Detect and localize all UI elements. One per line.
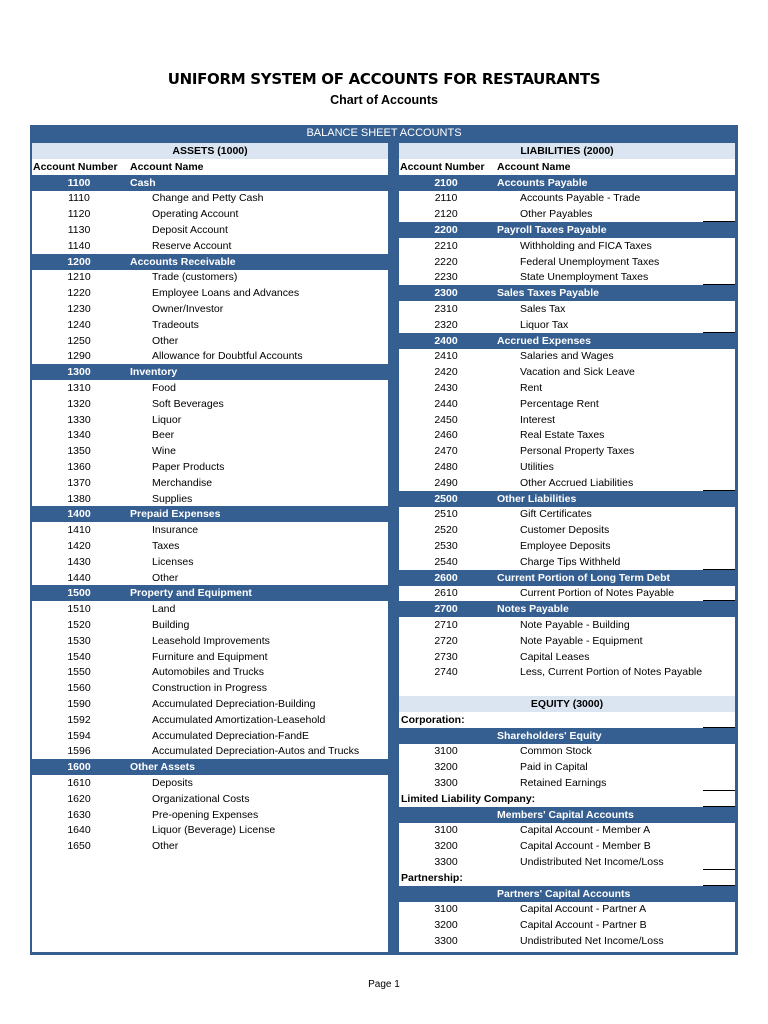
account-row: [399, 664, 735, 680]
account-row: [32, 396, 388, 412]
account-number: 3300: [434, 856, 458, 868]
account-number: 2400: [434, 334, 458, 347]
account-row: [32, 348, 388, 364]
account-number: 1650: [67, 840, 91, 853]
account-name: Sales Taxes Payable: [497, 287, 599, 300]
account-row: [399, 459, 735, 475]
account-row: [32, 807, 388, 823]
account-row: [399, 380, 735, 396]
account-number: 1630: [67, 808, 91, 821]
account-row: [399, 854, 735, 870]
account-name: Other Liabilities: [497, 492, 577, 505]
account-number: 2730: [434, 650, 458, 663]
account-row: [32, 222, 388, 238]
account-row: [399, 917, 735, 933]
account-row: [399, 269, 735, 285]
account-row: [399, 759, 735, 775]
account-name: Retained Earnings: [520, 777, 607, 789]
account-row: [399, 743, 735, 759]
account-number: 2450: [434, 413, 458, 426]
section-row: [399, 333, 735, 349]
account-name: Gift Certificates: [520, 508, 592, 521]
account-name: Partners' Capital Accounts: [497, 887, 631, 900]
account-row: [32, 664, 388, 680]
account-number: 2300: [434, 287, 458, 300]
account-name: Percentage Rent: [520, 397, 599, 410]
account-number: 1610: [67, 777, 91, 789]
account-number: 3300: [434, 777, 458, 789]
account-number: 2430: [434, 382, 458, 394]
col-header-number: Account Number: [400, 160, 485, 173]
section-row: [399, 222, 735, 238]
account-name: Soft Beverages: [152, 397, 224, 410]
account-number: 3200: [434, 840, 458, 853]
account-row: [32, 775, 388, 791]
account-name: Shareholders' Equity: [497, 729, 602, 742]
account-name: Taxes: [152, 540, 180, 552]
account-row: [399, 538, 735, 554]
account-name: Salaries and Wages: [520, 350, 614, 363]
account-number: 1100: [67, 176, 91, 189]
account-row: [399, 933, 735, 949]
account-name: Notes Payable: [497, 603, 569, 616]
account-row: [32, 317, 388, 333]
account-number: 1400: [67, 508, 91, 521]
liabilities-heading: LIABILITIES (2000): [399, 143, 735, 159]
account-number: 1530: [67, 634, 91, 647]
entity-type-label: [399, 870, 735, 886]
account-name: Other Payables: [520, 208, 593, 221]
liabilities-column: [399, 143, 735, 952]
section-row: [399, 601, 735, 617]
account-name: Payroll Taxes Payable: [497, 224, 607, 236]
account-row: [32, 554, 388, 570]
column-header-row: [399, 159, 735, 175]
account-number: 2420: [434, 366, 458, 379]
account-name: Accumulated Depreciation-Autos and Trucks: [152, 745, 360, 758]
account-number: 1410: [67, 524, 91, 537]
account-name: Undistributed Net Income/Loss: [520, 856, 664, 868]
account-number: 1300: [67, 366, 91, 379]
col-header-number: Account Number: [33, 160, 118, 173]
section-row: [399, 886, 735, 902]
account-name: Licenses: [152, 555, 194, 568]
account-name: Employee Loans and Advances: [152, 287, 300, 300]
account-name: Capital Account - Partner B: [520, 919, 647, 932]
account-name: Accumulated Amortization-Leasehold: [152, 713, 326, 726]
account-number: 2720: [434, 634, 458, 647]
account-number: 1200: [67, 255, 91, 268]
account-number: 3200: [434, 919, 458, 932]
account-name: Current Portion of Notes Payable: [520, 587, 675, 600]
account-number: 2700: [434, 603, 458, 616]
account-number: 1420: [67, 540, 91, 552]
account-name: Land: [152, 603, 176, 616]
account-name: Capital Account - Member B: [520, 840, 651, 853]
account-number: 2510: [434, 508, 458, 521]
account-number: 1240: [67, 318, 91, 331]
account-name: Supplies: [152, 492, 193, 505]
account-row: [399, 254, 735, 270]
account-row: [32, 570, 388, 586]
account-name: Trade (customers): [152, 271, 238, 284]
account-number: 3100: [434, 903, 458, 916]
account-number: 1250: [67, 334, 91, 347]
account-row: [399, 585, 735, 601]
account-row: [399, 649, 735, 665]
account-row: [32, 617, 388, 633]
account-name: Capital Leases: [520, 650, 590, 663]
account-name: Operating Account: [152, 208, 239, 221]
account-row: [399, 427, 735, 443]
account-name: Paper Products: [152, 461, 225, 473]
account-number: 2500: [434, 492, 458, 505]
account-number: 2480: [434, 461, 458, 473]
account-row: [32, 822, 388, 838]
account-number: 1560: [67, 682, 91, 695]
account-number: 1120: [67, 208, 91, 221]
account-name: Reserve Account: [152, 239, 232, 252]
account-number: 2100: [434, 176, 458, 189]
account-name: Accounts Payable: [497, 176, 588, 189]
account-row: [32, 443, 388, 459]
account-name: Prepaid Expenses: [130, 508, 221, 521]
account-number: 2320: [434, 318, 458, 331]
account-name: Leasehold Improvements: [152, 634, 270, 647]
section-row: [32, 759, 388, 775]
account-number: 3300: [434, 935, 458, 947]
account-name: Interest: [520, 413, 556, 426]
account-row: [399, 554, 735, 570]
account-row: [32, 791, 388, 807]
account-name: Customer Deposits: [520, 524, 610, 537]
account-name: Paid in Capital: [520, 761, 588, 774]
account-number: 2220: [434, 255, 458, 268]
entity-type-text: Limited Liability Company:: [401, 792, 536, 805]
account-row: [399, 348, 735, 364]
account-name: Accumulated Depreciation-FandE: [152, 729, 309, 742]
balance-sheet-banner: BALANCE SHEET ACCOUNTS: [306, 127, 462, 139]
account-number: 1430: [67, 555, 91, 568]
account-name: Furniture and Equipment: [152, 650, 268, 663]
account-number: 1592: [67, 713, 91, 726]
account-number: 1380: [67, 492, 91, 505]
account-number: 1340: [67, 429, 91, 442]
account-name: Accumulated Depreciation-Building: [152, 698, 316, 710]
account-name: Other Assets: [130, 761, 195, 774]
section-row: [32, 175, 388, 191]
account-name: Organizational Costs: [152, 792, 250, 805]
section-row: [399, 491, 735, 507]
account-name: Deposits: [152, 777, 193, 789]
account-row: [399, 206, 735, 222]
account-number: 2230: [434, 271, 458, 284]
section-row: [32, 364, 388, 380]
account-number: 2520: [434, 524, 458, 537]
account-row: [32, 680, 388, 696]
account-name: Beer: [152, 429, 175, 442]
account-row: [399, 475, 735, 491]
account-number: 1620: [67, 792, 91, 805]
account-row: [399, 617, 735, 633]
section-row: [399, 175, 735, 191]
account-name: Capital Account - Member A: [520, 824, 651, 837]
account-name: Building: [152, 619, 190, 631]
account-row: [399, 775, 735, 791]
account-row: [32, 285, 388, 301]
account-row: [32, 728, 388, 744]
account-number: 2120: [434, 208, 458, 221]
account-number: 1590: [67, 698, 91, 710]
account-row: [399, 301, 735, 317]
account-name: Accrued Expenses: [497, 334, 591, 347]
entity-type-label: [399, 712, 735, 728]
account-name: Inventory: [130, 366, 178, 379]
account-row: [399, 238, 735, 254]
account-number: 2610: [434, 587, 458, 600]
account-row: [32, 712, 388, 728]
account-row: [32, 633, 388, 649]
account-row: [32, 649, 388, 665]
account-name: Wine: [152, 445, 176, 458]
account-row: [32, 601, 388, 617]
account-name: Owner/Investor: [152, 303, 224, 315]
account-row: [32, 475, 388, 491]
account-row: [399, 506, 735, 522]
account-name: Pre-opening Expenses: [152, 808, 259, 821]
account-name: Real Estate Taxes: [520, 429, 605, 442]
account-name: Food: [152, 382, 176, 394]
account-number: 3100: [434, 745, 458, 758]
account-row: [399, 822, 735, 838]
account-name: Federal Unemployment Taxes: [520, 255, 660, 268]
account-number: 1594: [67, 729, 91, 742]
account-number: 2710: [434, 619, 458, 631]
account-name: Less, Current Portion of Notes Payable: [520, 666, 703, 679]
account-number: 1140: [67, 239, 91, 252]
document-title: UNIFORM SYSTEM OF ACCOUNTS FOR RESTAURANTS: [167, 70, 601, 88]
account-name: Other: [152, 571, 179, 584]
account-name: Deposit Account: [152, 224, 228, 236]
column-header-row: [32, 159, 388, 175]
account-name: Note Payable - Equipment: [520, 634, 643, 647]
account-number: 1350: [67, 445, 91, 458]
account-number: 2110: [434, 192, 458, 205]
account-number: 2410: [434, 350, 458, 363]
section-row: [399, 285, 735, 301]
section-row: [399, 807, 735, 823]
account-name: Construction in Progress: [152, 682, 267, 695]
account-number: 1520: [67, 619, 91, 631]
account-number: 1510: [67, 603, 91, 616]
section-row: [399, 728, 735, 744]
entity-type-text: Partnership:: [401, 871, 463, 884]
account-row: [32, 333, 388, 349]
account-row: [32, 412, 388, 428]
account-row: [399, 396, 735, 412]
blank-row: [399, 680, 735, 696]
account-name: Undistributed Net Income/Loss: [520, 935, 664, 947]
account-name: Cash: [130, 176, 156, 189]
account-number: 2490: [434, 476, 458, 489]
account-row: [32, 301, 388, 317]
account-name: Property and Equipment: [130, 587, 252, 600]
account-row: [32, 190, 388, 206]
account-row: [32, 538, 388, 554]
account-name: Current Portion of Long Term Debt: [497, 571, 671, 584]
account-name: Note Payable - Building: [520, 619, 630, 631]
page-footer: Page 1: [368, 979, 400, 990]
account-name: Utilities: [520, 461, 554, 473]
col-header-name: Account Name: [497, 160, 571, 173]
account-name: Accounts Payable - Trade: [520, 192, 641, 205]
section-row: [399, 570, 735, 586]
account-name: State Unemployment Taxes: [520, 271, 649, 284]
assets-heading: ASSETS (1000): [32, 143, 388, 159]
account-number: 2460: [434, 429, 458, 442]
account-name: Automobiles and Trucks: [152, 666, 265, 679]
account-row: [399, 190, 735, 206]
account-number: 2440: [434, 397, 458, 410]
account-name: Change and Petty Cash: [152, 192, 264, 205]
entity-type-label: [399, 791, 735, 807]
account-name: Merchandise: [152, 476, 213, 489]
account-row: [399, 443, 735, 459]
account-number: 1360: [67, 461, 91, 473]
account-number: 2530: [434, 540, 458, 552]
account-row: [399, 838, 735, 854]
account-number: 2200: [434, 224, 458, 236]
account-number: 1330: [67, 413, 91, 426]
entity-type-text: Corporation:: [401, 713, 465, 726]
account-row: [399, 522, 735, 538]
account-number: 2310: [434, 303, 458, 315]
account-name: Withholding and FICA Taxes: [520, 239, 652, 252]
account-name: Tradeouts: [152, 318, 199, 331]
account-row: [399, 901, 735, 917]
account-number: 1230: [67, 303, 91, 315]
account-number: 1596: [67, 745, 91, 758]
account-row: [399, 317, 735, 333]
account-row: [32, 522, 388, 538]
account-name: Members' Capital Accounts: [497, 808, 634, 821]
account-number: 1310: [67, 382, 91, 394]
account-name: Liquor Tax: [520, 318, 569, 331]
account-name: Insurance: [152, 524, 199, 537]
account-row: [32, 459, 388, 475]
account-name: Sales Tax: [520, 303, 566, 315]
account-row: [399, 633, 735, 649]
account-number: 2210: [434, 239, 458, 252]
account-number: 1600: [67, 761, 91, 774]
account-name: Other: [152, 840, 179, 853]
account-number: 1550: [67, 666, 91, 679]
account-row: [32, 427, 388, 443]
account-row: [32, 743, 388, 759]
account-name: Vacation and Sick Leave: [520, 366, 635, 379]
account-name: Other: [152, 334, 179, 347]
account-number: 1370: [67, 476, 91, 489]
account-name: Capital Account - Partner A: [520, 903, 647, 916]
account-name: Common Stock: [520, 745, 592, 758]
account-name: Employee Deposits: [520, 540, 611, 552]
account-row: [32, 206, 388, 222]
account-number: 3200: [434, 761, 458, 774]
account-name: Other Accrued Liabilities: [520, 476, 634, 489]
account-number: 1640: [67, 824, 91, 837]
account-name: Allowance for Doubtful Accounts: [152, 350, 303, 363]
account-number: 2470: [434, 445, 458, 458]
account-row: [32, 238, 388, 254]
account-number: 1540: [67, 650, 91, 663]
section-row: [32, 585, 388, 601]
account-name: Liquor: [152, 413, 182, 426]
section-row: [32, 506, 388, 522]
account-number: 2740: [434, 666, 458, 679]
account-row: [32, 269, 388, 285]
account-number: 1210: [67, 271, 91, 284]
account-name: Personal Property Taxes: [520, 445, 635, 458]
account-number: 1500: [67, 587, 91, 600]
account-row: [32, 491, 388, 507]
account-number: 3100: [434, 824, 458, 837]
section-row: [32, 254, 388, 270]
account-name: Liquor (Beverage) License: [152, 824, 276, 837]
account-row: [32, 696, 388, 712]
account-name: Charge Tips Withheld: [520, 555, 621, 568]
document-subtitle: Chart of Accounts: [330, 93, 438, 107]
account-number: 1110: [68, 192, 90, 205]
account-number: 1440: [67, 571, 91, 584]
account-row: [399, 364, 735, 380]
account-name: Rent: [520, 382, 543, 394]
account-row: [399, 412, 735, 428]
account-number: 1220: [67, 287, 91, 300]
account-row: [32, 838, 388, 854]
assets-column: [32, 143, 388, 952]
col-header-name: Account Name: [130, 160, 204, 173]
account-number: 1320: [67, 397, 91, 410]
account-name: Accounts Receivable: [130, 255, 236, 268]
account-row: [32, 380, 388, 396]
account-number: 2540: [434, 555, 458, 568]
account-number: 1290: [67, 350, 91, 363]
account-number: 1130: [67, 224, 91, 236]
equity-heading: EQUITY (3000): [399, 696, 735, 712]
account-number: 2600: [434, 571, 458, 584]
